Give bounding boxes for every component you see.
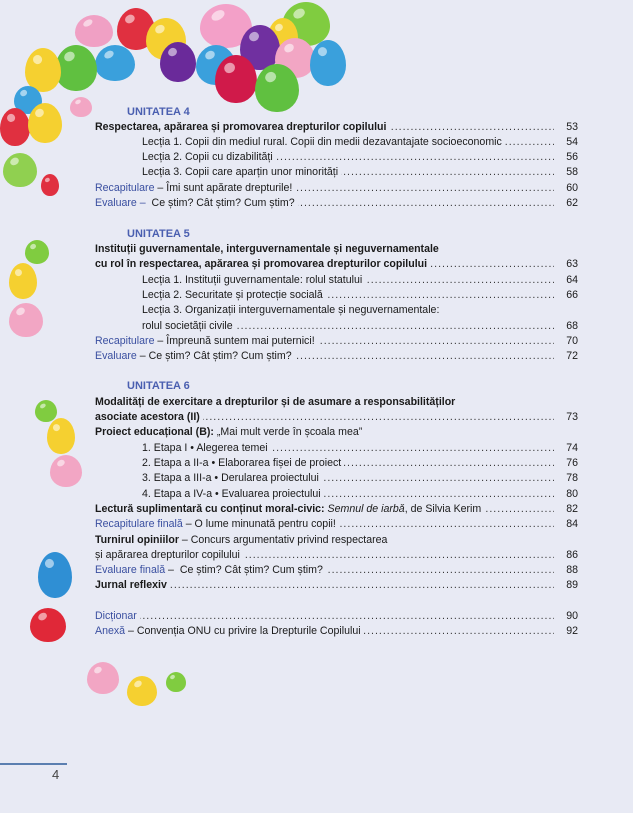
toc-entry[interactable] [142,319,578,334]
reading-title: Semnul de iarbă [327,503,405,515]
page-ref: 53 [556,120,578,135]
entry-title-line: Modalități de exercitare a drepturilor și de asumare a responsabilităților [95,396,456,408]
toc-entry[interactable] [95,196,578,211]
page-ref: 60 [556,181,578,196]
balloon-icon [0,108,30,146]
entry-title-line: Instituții guvernamentale, interguvernamentale și neguvernamentale [95,243,439,255]
entry-title: – O lume minunată pentru copii! [182,518,336,530]
footer-rule [0,763,67,765]
page-ref: 89 [556,578,578,593]
entry-label: Turnirul opiniilor [95,534,179,546]
toc-entry[interactable] [95,349,578,364]
unit-6-heading: UNITATEA 6 [127,380,190,392]
entry-title: – Convenția ONU cu privire la Drepturile Copilului [125,625,361,637]
balloon-icon [215,55,257,103]
entry-label: Lectură suplimentară cu conținut moral-civic: [95,503,325,515]
page-ref: 68 [556,319,578,334]
entry-title: 2. Etapa a II-a • Elaborarea fișei de proiect [142,456,344,471]
page-ref: 56 [556,150,578,165]
toc-entry[interactable] [95,624,578,639]
entry-label: Evaluare – [95,197,146,209]
toc-entry[interactable] [95,502,578,517]
toc-entry[interactable] [95,334,578,349]
entry-title: Jurnal reflexiv [95,578,170,593]
balloon-icon [47,418,75,454]
toc-entry[interactable] [95,563,578,578]
entry-title: 1. Etapa I • Alegerea temei [142,441,271,456]
toc-entry[interactable] [95,609,578,624]
toc-entry[interactable] [95,548,578,563]
entry-title: – Îmi sunt apărate drepturile! [154,182,293,194]
entry-label: Recapitulare [95,335,155,347]
toc-entry[interactable] [142,487,578,502]
toc-entry[interactable] [95,578,578,593]
toc-entry[interactable] [95,410,578,425]
entry-title: – Împreună suntem mai puternici! [154,335,315,347]
balloon-icon [127,676,157,706]
page-ref: 66 [556,288,578,303]
toc-entry[interactable] [142,288,578,303]
balloon-icon [3,153,37,187]
entry-label: Evaluare finală [95,564,166,576]
page-ref: 74 [556,441,578,456]
entry-label: Evaluare [95,350,137,362]
entry-title: – Ce știm? Cât știm? Cum știm? [165,564,323,576]
entry-title: asociate acestora (II) [95,410,203,425]
page-ref: 92 [556,624,578,639]
entry-label: Recapitulare [95,182,155,194]
page-ref: 84 [556,517,578,532]
project-title: „Mai mult verde în școala mea” [213,426,363,438]
page-ref: 64 [556,273,578,288]
balloon-icon [160,42,196,82]
page-ref: 88 [556,563,578,578]
entry-title: 4. Etapa a IV-a • Evaluarea proiectului [142,487,324,502]
entry-label: Anexă [95,625,126,637]
entry-title-line [95,533,387,548]
page-ref: 63 [556,257,578,272]
entry-title: și apărarea drepturilor copilului [95,548,243,563]
balloon-icon [38,552,72,598]
balloon-icon [28,103,62,143]
entry-title-line: Lecția 3. Organizații interguvernamentale și neguvernamentale: [142,304,440,316]
balloon-icon [9,263,37,299]
entry-title: Lecția 1. Instituții guvernamentale: rolul statului [142,273,365,288]
balloon-icon [25,240,49,264]
toc-entry[interactable] [95,257,578,272]
toc-entry[interactable] [95,181,578,196]
balloon-icon [95,45,135,81]
page-number: 4 [52,767,60,782]
entry-title: Ce știm? Cât știm? Cum știm? [145,197,295,209]
entry-title: cu rol în respectarea, apărarea și promovarea drepturilor copilului [95,257,430,272]
page-ref: 76 [556,456,578,471]
toc-entry[interactable] [142,150,578,165]
balloon-icon [41,174,59,196]
project-label: Proiect educațional (B): [95,426,214,438]
balloon-icon [75,15,113,47]
entry-title: Respectarea, apărarea și promovarea drepturilor copilului [95,120,389,135]
toc-entry[interactable] [142,165,578,180]
balloon-icon [310,40,346,86]
toc-entry[interactable] [95,517,578,532]
page-ref: 90 [556,609,578,624]
leader-dots [95,609,554,624]
entry-title: Lecția 2. Copii cu dizabilități [142,150,276,165]
balloon-icon [9,303,43,337]
entry-label: Dicționar [95,609,140,624]
entry-title: Lecția 2. Securitate și protecție socială [142,288,326,303]
page-ref: 82 [556,502,578,517]
toc-entry[interactable] [142,456,578,471]
toc-entry[interactable] [142,135,578,150]
entry-label: Recapitulare finală [95,518,183,530]
toc-entry[interactable] [142,471,578,486]
entry-title: Lecția 3. Copii care aparțin unor minorități [142,165,341,180]
balloon-icon [50,455,82,487]
project-heading [95,425,362,440]
page-ref: 62 [556,196,578,211]
page-ref: 58 [556,165,578,180]
page-ref: 80 [556,487,578,502]
balloon-icon [70,97,92,117]
entry-title: rolul societății civile [142,319,236,334]
balloon-icon [55,45,97,91]
entry-title: Lecția 1. Copii din mediul rural. Copii din medii dezavantajate socioeconomic [142,135,505,150]
toc-entry[interactable] [142,441,578,456]
unit-4-heading: UNITATEA 4 [127,106,190,118]
toc-entry[interactable] [95,120,578,135]
entry-title: – Concurs argumentativ privind respectarea [178,534,388,546]
page-ref: 70 [556,334,578,349]
page-ref: 73 [556,410,578,425]
balloon-icon [87,662,119,694]
reading-author: , de Silvia Kerim [404,503,482,515]
balloon-icon [166,672,186,692]
page-ref: 86 [556,548,578,563]
balloon-icon [255,64,299,112]
unit-5-heading: UNITATEA 5 [127,228,190,240]
page-ref: 54 [556,135,578,150]
balloon-icon [35,400,57,422]
page-ref: 72 [556,349,578,364]
entry-title: – Ce știm? Cât știm? Cum știm? [136,350,292,362]
toc-entry[interactable] [142,273,578,288]
balloon-icon [30,608,66,642]
entry-title: 3. Etapa a III-a • Derularea proiectului [142,471,322,486]
page-ref: 78 [556,471,578,486]
